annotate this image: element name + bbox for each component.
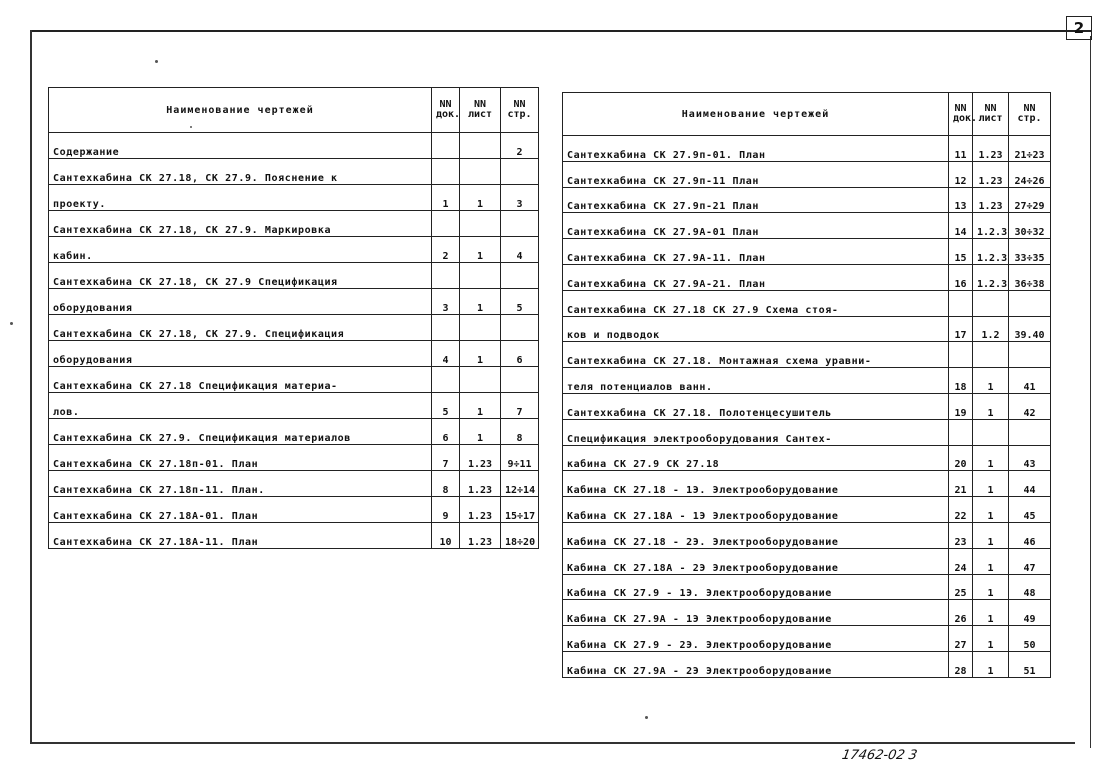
cell-page-number: 48 xyxy=(1009,574,1051,600)
table-row xyxy=(49,159,539,185)
cell-page-number: 46 xyxy=(1009,522,1051,548)
frame-left-border xyxy=(30,30,32,742)
table-row xyxy=(563,136,1051,162)
cell-drawing-name: теля потенциалов ванн. xyxy=(563,368,949,394)
frame-right-border xyxy=(1090,36,1091,748)
table-row xyxy=(49,289,539,315)
cell-sheet-number: 1 xyxy=(973,626,1009,652)
cell-doc-number xyxy=(949,342,973,368)
column-header-doc: NN док. xyxy=(432,88,460,133)
table-row xyxy=(49,367,539,393)
table-header-row xyxy=(563,93,1051,136)
table-row xyxy=(563,497,1051,523)
cell-page-number: 5 xyxy=(501,289,539,315)
cell-drawing-name: Кабина СК 27.9А - 1Э Электрооборудование xyxy=(563,600,949,626)
cell-doc-number: 5 xyxy=(432,393,460,419)
cell-sheet-number: 1.23 xyxy=(973,136,1009,162)
cell-sheet-number: 1.23 xyxy=(460,471,501,497)
cell-drawing-name: Спецификация электрооборудования Сантех- xyxy=(563,419,949,445)
drawings-table-right xyxy=(562,92,1051,678)
cell-sheet-number: 1 xyxy=(460,185,501,211)
cell-page-number xyxy=(1009,342,1051,368)
table-row xyxy=(563,574,1051,600)
table-row xyxy=(563,419,1051,445)
table-row xyxy=(563,368,1051,394)
cell-drawing-name: Сантехкабина СК 27.18. Полотенцесушитель xyxy=(563,393,949,419)
cell-drawing-name: Сантехкабина СК 27.18, СК 27.9 Спецификация xyxy=(49,263,432,289)
cell-doc-number: 28 xyxy=(949,651,973,677)
cell-sheet-number: 1.23 xyxy=(973,161,1009,187)
cell-drawing-name: Кабина СК 27.18 - 2Э. Электрооборудование xyxy=(563,522,949,548)
column-header-page: NN стр. xyxy=(1009,93,1051,136)
cell-doc-number: 12 xyxy=(949,161,973,187)
cell-sheet-number: 1 xyxy=(460,237,501,263)
cell-sheet-number: 1.2.3 xyxy=(973,239,1009,265)
cell-page-number: 12÷14 xyxy=(501,471,539,497)
cell-sheet-number: 1 xyxy=(973,651,1009,677)
table-row xyxy=(49,445,539,471)
table-row xyxy=(563,445,1051,471)
table-row xyxy=(563,264,1051,290)
cell-page-number: 21÷23 xyxy=(1009,136,1051,162)
table-row xyxy=(49,419,539,445)
table-row xyxy=(563,471,1051,497)
cell-page-number: 33÷35 xyxy=(1009,239,1051,265)
cell-sheet-number: 1.2 xyxy=(973,316,1009,342)
cell-page-number: 18÷20 xyxy=(501,523,539,549)
cell-sheet-number: 1 xyxy=(973,574,1009,600)
cell-drawing-name: Сантехкабина СК 27.9. Спецификация материалов xyxy=(49,419,432,445)
cell-page-number: 39.40 xyxy=(1009,316,1051,342)
cell-sheet-number: 1 xyxy=(460,289,501,315)
table-row xyxy=(563,213,1051,239)
cell-page-number xyxy=(501,263,539,289)
cell-page-number xyxy=(501,315,539,341)
cell-sheet-number xyxy=(460,211,501,237)
cell-page-number: 27÷29 xyxy=(1009,187,1051,213)
table-row xyxy=(49,471,539,497)
table-row xyxy=(563,316,1051,342)
cell-page-number: 44 xyxy=(1009,471,1051,497)
table-row xyxy=(49,263,539,289)
scan-speck xyxy=(645,716,648,719)
table-row xyxy=(49,133,539,159)
cell-page-number: 7 xyxy=(501,393,539,419)
cell-page-number: 4 xyxy=(501,237,539,263)
cell-page-number: 42 xyxy=(1009,393,1051,419)
cell-drawing-name: Кабина СК 27.9А - 2Э Электрооборудование xyxy=(563,651,949,677)
cell-page-number: 3 xyxy=(501,185,539,211)
cell-sheet-number: 1 xyxy=(460,419,501,445)
cell-drawing-name: Сантехкабина СК 27.18 Спецификация материа- xyxy=(49,367,432,393)
scan-speck xyxy=(10,322,13,325)
cell-sheet-number: 1 xyxy=(460,341,501,367)
cell-drawing-name: Сантехкабина СК 27.18, СК 27.9. Спецификация xyxy=(49,315,432,341)
table-row xyxy=(563,651,1051,677)
page-number: 2 xyxy=(1066,16,1092,40)
cell-sheet-number: 1 xyxy=(973,368,1009,394)
cell-drawing-name: Сантехкабина СК 27.18п-01. План xyxy=(49,445,432,471)
cell-sheet-number: 1 xyxy=(973,471,1009,497)
cell-drawing-name: лов. xyxy=(49,393,432,419)
cell-page-number xyxy=(501,211,539,237)
document-code: 17462-02 3 xyxy=(840,748,919,763)
cell-doc-number: 19 xyxy=(949,393,973,419)
table-row xyxy=(49,237,539,263)
cell-drawing-name: оборудования xyxy=(49,289,432,315)
cell-sheet-number xyxy=(460,367,501,393)
table-row xyxy=(49,211,539,237)
cell-page-number: 6 xyxy=(501,341,539,367)
table-row xyxy=(49,393,539,419)
cell-doc-number: 11 xyxy=(949,136,973,162)
cell-page-number: 49 xyxy=(1009,600,1051,626)
cell-sheet-number: 1 xyxy=(973,522,1009,548)
cell-page-number xyxy=(501,159,539,185)
frame-top-border xyxy=(30,30,1092,32)
table-row xyxy=(563,600,1051,626)
cell-drawing-name: проекту. xyxy=(49,185,432,211)
cell-doc-number: 13 xyxy=(949,187,973,213)
cell-doc-number: 6 xyxy=(432,419,460,445)
cell-page-number: 36÷38 xyxy=(1009,264,1051,290)
cell-sheet-number: 1.2.3 xyxy=(973,264,1009,290)
cell-sheet-number xyxy=(460,133,501,159)
cell-drawing-name: Сантехкабина СК 27.9А-01 План xyxy=(563,213,949,239)
column-header-sheet: NN лист xyxy=(460,88,501,133)
cell-doc-number: 18 xyxy=(949,368,973,394)
cell-page-number: 50 xyxy=(1009,626,1051,652)
cell-sheet-number: 1 xyxy=(973,600,1009,626)
table-row xyxy=(563,548,1051,574)
cell-doc-number: 15 xyxy=(949,239,973,265)
table-row xyxy=(563,239,1051,265)
table-row xyxy=(49,341,539,367)
cell-doc-number: 21 xyxy=(949,471,973,497)
cell-sheet-number: 1.23 xyxy=(460,523,501,549)
cell-doc-number: 20 xyxy=(949,445,973,471)
drawings-table-left xyxy=(48,87,539,549)
cell-drawing-name: Сантехкабина СК 27.18А-11. План xyxy=(49,523,432,549)
scan-speck xyxy=(155,60,158,63)
cell-page-number xyxy=(501,367,539,393)
cell-sheet-number: 1 xyxy=(973,548,1009,574)
cell-drawing-name: Сантехкабина СК 27.18, СК 27.9. Маркировка xyxy=(49,211,432,237)
cell-doc-number: 3 xyxy=(432,289,460,315)
column-header-name: Наименование чертежей xyxy=(563,93,949,136)
cell-doc-number: 26 xyxy=(949,600,973,626)
table-row xyxy=(563,393,1051,419)
cell-page-number: 9÷11 xyxy=(501,445,539,471)
cell-sheet-number xyxy=(973,419,1009,445)
cell-drawing-name: Сантехкабина СК 27.18. Монтажная схема уравни- xyxy=(563,342,949,368)
cell-doc-number: 1 xyxy=(432,185,460,211)
table-row xyxy=(563,522,1051,548)
cell-sheet-number xyxy=(973,290,1009,316)
cell-drawing-name: кабин. xyxy=(49,237,432,263)
cell-sheet-number: 1.23 xyxy=(460,497,501,523)
cell-doc-number: 8 xyxy=(432,471,460,497)
cell-sheet-number: 1.23 xyxy=(460,445,501,471)
cell-page-number: 43 xyxy=(1009,445,1051,471)
cell-doc-number xyxy=(432,367,460,393)
cell-doc-number: 10 xyxy=(432,523,460,549)
cell-drawing-name: Кабина СК 27.18А - 2Э Электрооборудование xyxy=(563,548,949,574)
cell-doc-number: 14 xyxy=(949,213,973,239)
cell-drawing-name: ков и подводок xyxy=(563,316,949,342)
cell-doc-number: 23 xyxy=(949,522,973,548)
cell-drawing-name: Кабина СК 27.18 - 1Э. Электрооборудование xyxy=(563,471,949,497)
cell-doc-number: 27 xyxy=(949,626,973,652)
table-row xyxy=(563,626,1051,652)
cell-drawing-name: кабина СК 27.9 СК 27.18 xyxy=(563,445,949,471)
cell-doc-number xyxy=(949,419,973,445)
cell-sheet-number xyxy=(460,315,501,341)
cell-sheet-number xyxy=(460,263,501,289)
cell-drawing-name: оборудования xyxy=(49,341,432,367)
cell-sheet-number: 1.23 xyxy=(973,187,1009,213)
cell-doc-number: 9 xyxy=(432,497,460,523)
cell-page-number: 15÷17 xyxy=(501,497,539,523)
cell-doc-number: 16 xyxy=(949,264,973,290)
table-row xyxy=(563,290,1051,316)
table-row xyxy=(563,342,1051,368)
cell-drawing-name: Содержание xyxy=(49,133,432,159)
cell-drawing-name: Кабина СК 27.9 - 1Э. Электрооборудование xyxy=(563,574,949,600)
cell-drawing-name: Кабина СК 27.9 - 2Э. Электрооборудование xyxy=(563,626,949,652)
cell-page-number: 2 xyxy=(501,133,539,159)
cell-doc-number: 24 xyxy=(949,548,973,574)
cell-drawing-name: Сантехкабина СК 27.9п-01. План xyxy=(563,136,949,162)
cell-page-number: 8 xyxy=(501,419,539,445)
cell-drawing-name: Сантехкабина СК 27.9п-21 План xyxy=(563,187,949,213)
cell-sheet-number xyxy=(973,342,1009,368)
cell-doc-number xyxy=(949,290,973,316)
cell-drawing-name: Кабина СК 27.18А - 1Э Электрооборудование xyxy=(563,497,949,523)
table-row xyxy=(563,187,1051,213)
cell-sheet-number: 1 xyxy=(973,497,1009,523)
cell-drawing-name: Сантехкабина СК 27.9А-11. План xyxy=(563,239,949,265)
frame-bottom-border xyxy=(30,742,1075,744)
cell-sheet-number: 1 xyxy=(460,393,501,419)
cell-page-number: 51 xyxy=(1009,651,1051,677)
cell-doc-number: 7 xyxy=(432,445,460,471)
cell-doc-number: 2 xyxy=(432,237,460,263)
cell-doc-number: 25 xyxy=(949,574,973,600)
cell-doc-number: 17 xyxy=(949,316,973,342)
cell-sheet-number: 1.2.3 xyxy=(973,213,1009,239)
cell-page-number xyxy=(1009,290,1051,316)
cell-drawing-name: Сантехкабина СК 27.18п-11. План. xyxy=(49,471,432,497)
cell-page-number: 45 xyxy=(1009,497,1051,523)
table-row xyxy=(49,315,539,341)
cell-doc-number: 22 xyxy=(949,497,973,523)
cell-page-number xyxy=(1009,419,1051,445)
cell-doc-number xyxy=(432,263,460,289)
cell-page-number: 24÷26 xyxy=(1009,161,1051,187)
cell-drawing-name: Сантехкабина СК 27.9А-21. План xyxy=(563,264,949,290)
table-row xyxy=(563,161,1051,187)
table-row xyxy=(49,523,539,549)
column-header-doc: NN док. xyxy=(949,93,973,136)
cell-sheet-number: 1 xyxy=(973,445,1009,471)
cell-doc-number xyxy=(432,211,460,237)
cell-doc-number xyxy=(432,133,460,159)
table-row xyxy=(49,497,539,523)
cell-doc-number xyxy=(432,315,460,341)
cell-page-number: 47 xyxy=(1009,548,1051,574)
table-header-row xyxy=(49,88,539,133)
cell-sheet-number xyxy=(460,159,501,185)
cell-doc-number xyxy=(432,159,460,185)
column-header-sheet: NN лист xyxy=(973,93,1009,136)
cell-drawing-name: Сантехкабина СК 27.18 СК 27.9 Схема стоя- xyxy=(563,290,949,316)
cell-doc-number: 4 xyxy=(432,341,460,367)
table-row xyxy=(49,185,539,211)
column-header-name: Наименование чертежей xyxy=(49,88,432,133)
cell-sheet-number: 1 xyxy=(973,393,1009,419)
cell-drawing-name: Сантехкабина СК 27.18, СК 27.9. Пояснение к xyxy=(49,159,432,185)
cell-drawing-name: Сантехкабина СК 27.9п-11 План xyxy=(563,161,949,187)
column-header-page: NN стр. xyxy=(501,88,539,133)
cell-page-number: 30÷32 xyxy=(1009,213,1051,239)
cell-drawing-name: Сантехкабина СК 27.18А-01. План xyxy=(49,497,432,523)
cell-page-number: 41 xyxy=(1009,368,1051,394)
